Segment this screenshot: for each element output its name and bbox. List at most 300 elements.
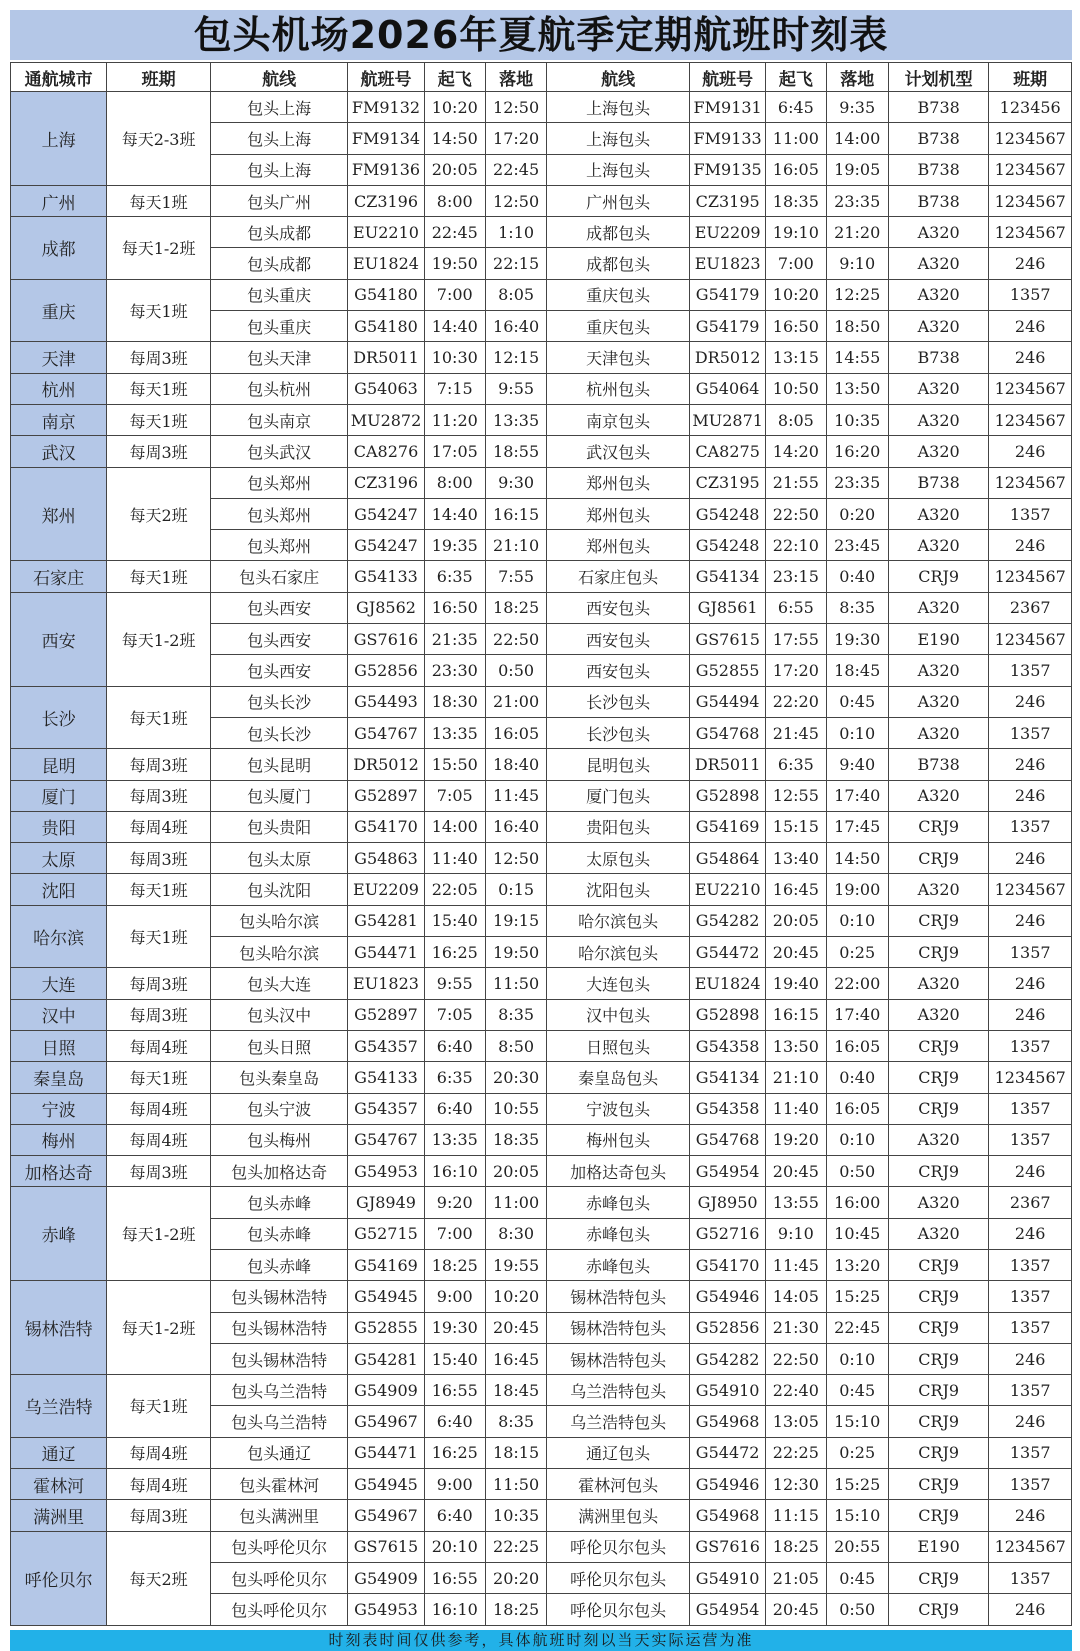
aircraft-type-cell: B738 — [888, 342, 988, 373]
aircraft-type-cell: CRJ9 — [888, 1469, 988, 1500]
return-depart-cell: 11:00 — [766, 123, 826, 154]
outbound-depart-cell: 14:50 — [424, 123, 485, 154]
outbound-flight-no-cell: EU2209 — [348, 874, 424, 905]
days-cell: 1357 — [989, 279, 1072, 310]
aircraft-type-cell: E190 — [888, 1531, 988, 1562]
header-city: 通航城市 — [11, 63, 107, 92]
days-cell: 246 — [989, 342, 1072, 373]
table-row — [11, 843, 1072, 874]
table-row — [11, 749, 1072, 780]
outbound-route-cell: 包头石家庄 — [210, 561, 348, 592]
outbound-route-cell: 包头满洲里 — [210, 1500, 348, 1531]
aircraft-type-cell: A320 — [888, 874, 988, 905]
return-flight-no-cell: G54248 — [690, 530, 766, 561]
return-arrive-cell: 0:10 — [826, 1124, 888, 1155]
aircraft-type-cell: A320 — [888, 780, 988, 811]
return-route-cell: 西安包头 — [547, 624, 690, 655]
return-flight-no-cell: G54864 — [690, 843, 766, 874]
outbound-route-cell: 包头天津 — [210, 342, 348, 373]
outbound-route-cell: 包头呼伦贝尔 — [210, 1594, 348, 1625]
outbound-flight-no-cell: G54357 — [348, 1030, 424, 1061]
aircraft-type-cell: CRJ9 — [888, 561, 988, 592]
outbound-flight-no-cell: G54767 — [348, 1124, 424, 1155]
return-arrive-cell: 9:40 — [826, 749, 888, 780]
return-flight-no-cell: G54282 — [690, 905, 766, 936]
city-cell: 霍林河 — [11, 1469, 107, 1500]
outbound-depart-cell: 10:20 — [424, 92, 485, 123]
frequency-cell: 每天1班 — [107, 905, 211, 968]
aircraft-type-cell: CRJ9 — [888, 1562, 988, 1593]
outbound-route-cell: 包头昆明 — [210, 749, 348, 780]
outbound-depart-cell: 8:00 — [424, 185, 485, 216]
outbound-depart-cell: 6:40 — [424, 1030, 485, 1061]
outbound-route-cell: 包头长沙 — [210, 686, 348, 717]
outbound-arrive-cell: 18:40 — [485, 749, 546, 780]
days-cell: 1357 — [989, 717, 1072, 748]
outbound-flight-no-cell: G52715 — [348, 1218, 424, 1249]
return-flight-no-cell: CZ3195 — [690, 467, 766, 498]
return-route-cell: 重庆包头 — [547, 279, 690, 310]
return-arrive-cell: 0:25 — [826, 1437, 888, 1468]
days-cell: 1357 — [989, 655, 1072, 686]
outbound-flight-no-cell: G54945 — [348, 1469, 424, 1500]
return-route-cell: 成都包头 — [547, 248, 690, 279]
return-depart-cell: 22:10 — [766, 530, 826, 561]
days-cell: 1357 — [989, 1249, 1072, 1280]
return-route-cell: 满洲里包头 — [547, 1500, 690, 1531]
return-arrive-cell: 23:35 — [826, 467, 888, 498]
aircraft-type-cell: A320 — [888, 592, 988, 623]
table-row — [11, 1124, 1072, 1155]
days-cell: 246 — [989, 530, 1072, 561]
return-route-cell: 南京包头 — [547, 404, 690, 435]
outbound-depart-cell: 22:05 — [424, 874, 485, 905]
outbound-arrive-cell: 18:45 — [485, 1375, 546, 1406]
return-flight-no-cell: G54954 — [690, 1156, 766, 1187]
outbound-flight-no-cell: MU2872 — [348, 404, 424, 435]
outbound-depart-cell: 16:55 — [424, 1562, 485, 1593]
outbound-arrive-cell: 20:45 — [485, 1312, 546, 1343]
return-route-cell: 西安包头 — [547, 655, 690, 686]
outbound-arrive-cell: 21:10 — [485, 530, 546, 561]
frequency-cell: 每周3班 — [107, 749, 211, 780]
return-flight-no-cell: EU2209 — [690, 217, 766, 248]
return-arrive-cell: 0:50 — [826, 1156, 888, 1187]
table-row — [11, 467, 1072, 498]
outbound-arrive-cell: 12:15 — [485, 342, 546, 373]
city-cell: 成都 — [11, 217, 107, 280]
return-arrive-cell: 14:55 — [826, 342, 888, 373]
return-route-cell: 呼伦贝尔包头 — [547, 1562, 690, 1593]
return-arrive-cell: 16:20 — [826, 436, 888, 467]
table-row — [11, 968, 1072, 999]
outbound-flight-no-cell: G54471 — [348, 937, 424, 968]
return-arrive-cell: 12:25 — [826, 279, 888, 310]
return-depart-cell: 21:30 — [766, 1312, 826, 1343]
outbound-route-cell: 包头呼伦贝尔 — [210, 1531, 348, 1562]
return-flight-no-cell: G54910 — [690, 1375, 766, 1406]
days-cell: 1234567 — [989, 185, 1072, 216]
days-cell: 246 — [989, 1343, 1072, 1374]
outbound-arrive-cell: 21:00 — [485, 686, 546, 717]
outbound-arrive-cell: 19:55 — [485, 1249, 546, 1280]
outbound-depart-cell: 15:50 — [424, 749, 485, 780]
days-cell: 123456 — [989, 92, 1072, 123]
return-flight-no-cell: G52898 — [690, 999, 766, 1030]
outbound-depart-cell: 9:00 — [424, 1469, 485, 1500]
outbound-flight-no-cell: G52856 — [348, 655, 424, 686]
return-route-cell: 锡林浩特包头 — [547, 1343, 690, 1374]
outbound-flight-no-cell: GJ8562 — [348, 592, 424, 623]
return-arrive-cell: 0:10 — [826, 905, 888, 936]
return-depart-cell: 15:15 — [766, 811, 826, 842]
outbound-arrive-cell: 10:55 — [485, 1093, 546, 1124]
outbound-depart-cell: 23:30 — [424, 655, 485, 686]
outbound-route-cell: 包头郑州 — [210, 467, 348, 498]
return-arrive-cell: 0:10 — [826, 717, 888, 748]
return-depart-cell: 20:45 — [766, 1156, 826, 1187]
outbound-depart-cell: 15:40 — [424, 1343, 485, 1374]
return-route-cell: 赤峰包头 — [547, 1187, 690, 1218]
outbound-flight-no-cell: G54170 — [348, 811, 424, 842]
frequency-cell: 每周3班 — [107, 1156, 211, 1187]
days-cell: 1234567 — [989, 874, 1072, 905]
outbound-depart-cell: 16:10 — [424, 1156, 485, 1187]
outbound-flight-no-cell: G54247 — [348, 530, 424, 561]
return-flight-no-cell: G54248 — [690, 498, 766, 529]
outbound-depart-cell: 19:35 — [424, 530, 485, 561]
outbound-arrive-cell: 20:30 — [485, 1062, 546, 1093]
outbound-arrive-cell: 12:50 — [485, 92, 546, 123]
return-depart-cell: 6:45 — [766, 92, 826, 123]
outbound-depart-cell: 15:40 — [424, 905, 485, 936]
days-cell: 1357 — [989, 811, 1072, 842]
outbound-depart-cell: 16:50 — [424, 592, 485, 623]
city-cell: 西安 — [11, 592, 107, 686]
return-arrive-cell: 15:25 — [826, 1469, 888, 1500]
city-cell: 梅州 — [11, 1124, 107, 1155]
outbound-flight-no-cell: GS7616 — [348, 624, 424, 655]
days-cell: 1357 — [989, 1124, 1072, 1155]
aircraft-type-cell: CRJ9 — [888, 1343, 988, 1374]
days-cell: 2367 — [989, 592, 1072, 623]
return-flight-no-cell: FM9133 — [690, 123, 766, 154]
table-row — [11, 279, 1072, 310]
outbound-flight-no-cell: EU1824 — [348, 248, 424, 279]
return-arrive-cell: 23:45 — [826, 530, 888, 561]
outbound-flight-no-cell: G54909 — [348, 1562, 424, 1593]
aircraft-type-cell: B738 — [888, 185, 988, 216]
return-arrive-cell: 20:55 — [826, 1531, 888, 1562]
outbound-route-cell: 包头哈尔滨 — [210, 905, 348, 936]
outbound-depart-cell: 7:05 — [424, 999, 485, 1030]
outbound-flight-no-cell: G52855 — [348, 1312, 424, 1343]
aircraft-type-cell: A320 — [888, 1218, 988, 1249]
table-row — [11, 1187, 1072, 1218]
outbound-flight-no-cell: G54953 — [348, 1156, 424, 1187]
return-depart-cell: 16:50 — [766, 311, 826, 342]
return-route-cell: 上海包头 — [547, 92, 690, 123]
outbound-depart-cell: 13:35 — [424, 717, 485, 748]
days-cell: 246 — [989, 436, 1072, 467]
outbound-flight-no-cell: G54169 — [348, 1249, 424, 1280]
return-arrive-cell: 9:35 — [826, 92, 888, 123]
return-flight-no-cell: MU2871 — [690, 404, 766, 435]
return-flight-no-cell: G54472 — [690, 937, 766, 968]
outbound-flight-no-cell: G54945 — [348, 1281, 424, 1312]
aircraft-type-cell: A320 — [888, 968, 988, 999]
header-outbound-route: 航线 — [210, 63, 348, 92]
return-arrive-cell: 16:05 — [826, 1093, 888, 1124]
outbound-depart-cell: 8:00 — [424, 467, 485, 498]
city-cell: 厦门 — [11, 780, 107, 811]
outbound-arrive-cell: 1:10 — [485, 217, 546, 248]
city-cell: 杭州 — [11, 373, 107, 404]
return-arrive-cell: 13:20 — [826, 1249, 888, 1280]
days-cell: 246 — [989, 905, 1072, 936]
table-row — [11, 1156, 1072, 1187]
outbound-depart-cell: 7:15 — [424, 373, 485, 404]
outbound-flight-no-cell: G52897 — [348, 999, 424, 1030]
outbound-route-cell: 包头西安 — [210, 624, 348, 655]
outbound-arrive-cell: 18:35 — [485, 1124, 546, 1155]
outbound-route-cell: 包头广州 — [210, 185, 348, 216]
return-depart-cell: 22:50 — [766, 498, 826, 529]
outbound-route-cell: 包头南京 — [210, 404, 348, 435]
return-flight-no-cell: FM9135 — [690, 154, 766, 185]
aircraft-type-cell: A320 — [888, 248, 988, 279]
outbound-arrive-cell: 16:40 — [485, 311, 546, 342]
return-arrive-cell: 0:20 — [826, 498, 888, 529]
days-cell: 1357 — [989, 1281, 1072, 1312]
return-route-cell: 郑州包头 — [547, 530, 690, 561]
city-cell: 太原 — [11, 843, 107, 874]
flight-schedule-table — [10, 62, 1072, 1626]
return-flight-no-cell: G52856 — [690, 1312, 766, 1343]
frequency-cell: 每周3班 — [107, 999, 211, 1030]
table-row — [11, 1437, 1072, 1468]
table-row — [11, 1062, 1072, 1093]
return-flight-no-cell: G54494 — [690, 686, 766, 717]
return-flight-no-cell: DR5012 — [690, 342, 766, 373]
outbound-arrive-cell: 22:25 — [485, 1531, 546, 1562]
table-row — [11, 999, 1072, 1030]
return-arrive-cell: 16:05 — [826, 1030, 888, 1061]
outbound-arrive-cell: 20:20 — [485, 1562, 546, 1593]
days-cell: 1234567 — [989, 154, 1072, 185]
outbound-flight-no-cell: G54063 — [348, 373, 424, 404]
return-arrive-cell: 22:45 — [826, 1312, 888, 1343]
frequency-cell: 每周4班 — [107, 1093, 211, 1124]
return-flight-no-cell: G54134 — [690, 561, 766, 592]
outbound-depart-cell: 7:00 — [424, 1218, 485, 1249]
outbound-route-cell: 包头日照 — [210, 1030, 348, 1061]
return-arrive-cell: 17:45 — [826, 811, 888, 842]
table-row — [11, 342, 1072, 373]
outbound-arrive-cell: 8:30 — [485, 1218, 546, 1249]
outbound-flight-no-cell: CZ3196 — [348, 467, 424, 498]
return-flight-no-cell: CA8275 — [690, 436, 766, 467]
return-arrive-cell: 22:00 — [826, 968, 888, 999]
header-aircraft-type: 计划机型 — [888, 63, 988, 92]
outbound-route-cell: 包头通辽 — [210, 1437, 348, 1468]
frequency-cell: 每天2班 — [107, 1531, 211, 1625]
return-flight-no-cell: FM9131 — [690, 92, 766, 123]
outbound-depart-cell: 20:05 — [424, 154, 485, 185]
outbound-route-cell: 包头郑州 — [210, 498, 348, 529]
return-flight-no-cell: EU2210 — [690, 874, 766, 905]
city-cell: 广州 — [11, 185, 107, 216]
return-route-cell: 锡林浩特包头 — [547, 1281, 690, 1312]
days-cell: 1357 — [989, 937, 1072, 968]
outbound-depart-cell: 17:05 — [424, 436, 485, 467]
return-route-cell: 大连包头 — [547, 968, 690, 999]
outbound-route-cell: 包头上海 — [210, 123, 348, 154]
return-route-cell: 沈阳包头 — [547, 874, 690, 905]
return-route-cell: 日照包头 — [547, 1030, 690, 1061]
return-depart-cell: 11:45 — [766, 1249, 826, 1280]
outbound-route-cell: 包头锡林浩特 — [210, 1281, 348, 1312]
aircraft-type-cell: CRJ9 — [888, 1156, 988, 1187]
outbound-depart-cell: 19:30 — [424, 1312, 485, 1343]
return-route-cell: 赤峰包头 — [547, 1249, 690, 1280]
header-outbound-depart: 起飞 — [424, 63, 485, 92]
return-route-cell: 哈尔滨包头 — [547, 905, 690, 936]
return-arrive-cell: 15:10 — [826, 1406, 888, 1437]
return-depart-cell: 10:20 — [766, 279, 826, 310]
outbound-arrive-cell: 9:30 — [485, 467, 546, 498]
city-cell: 呼伦贝尔 — [11, 1531, 107, 1625]
table-row — [11, 686, 1072, 717]
table-row — [11, 217, 1072, 248]
page-title: 包头机场2026年夏航季定期航班时刻表 — [10, 10, 1072, 60]
outbound-flight-no-cell: G52897 — [348, 780, 424, 811]
return-flight-no-cell: G52898 — [690, 780, 766, 811]
return-route-cell: 梅州包头 — [547, 1124, 690, 1155]
outbound-route-cell: 包头锡林浩特 — [210, 1312, 348, 1343]
outbound-arrive-cell: 13:35 — [485, 404, 546, 435]
return-route-cell: 重庆包头 — [547, 311, 690, 342]
days-cell: 1234567 — [989, 123, 1072, 154]
frequency-cell: 每周3班 — [107, 1500, 211, 1531]
outbound-arrive-cell: 8:35 — [485, 1406, 546, 1437]
outbound-flight-no-cell: G54767 — [348, 717, 424, 748]
return-flight-no-cell: G54954 — [690, 1594, 766, 1625]
city-cell: 昆明 — [11, 749, 107, 780]
return-arrive-cell: 23:35 — [826, 185, 888, 216]
outbound-depart-cell: 16:55 — [424, 1375, 485, 1406]
city-cell: 上海 — [11, 92, 107, 186]
days-cell: 246 — [989, 843, 1072, 874]
return-arrive-cell: 0:25 — [826, 937, 888, 968]
frequency-cell: 每周3班 — [107, 968, 211, 999]
return-arrive-cell: 15:25 — [826, 1281, 888, 1312]
outbound-flight-no-cell: CA8276 — [348, 436, 424, 467]
aircraft-type-cell: A320 — [888, 373, 988, 404]
outbound-route-cell: 包头厦门 — [210, 780, 348, 811]
return-flight-no-cell: G54968 — [690, 1500, 766, 1531]
table-row — [11, 1469, 1072, 1500]
outbound-route-cell: 包头加格达奇 — [210, 1156, 348, 1187]
outbound-flight-no-cell: G54953 — [348, 1594, 424, 1625]
table-row — [11, 874, 1072, 905]
return-route-cell: 乌兰浩特包头 — [547, 1375, 690, 1406]
outbound-flight-no-cell: DR5011 — [348, 342, 424, 373]
outbound-flight-no-cell: EU1823 — [348, 968, 424, 999]
outbound-depart-cell: 14:00 — [424, 811, 485, 842]
outbound-flight-no-cell: EU2210 — [348, 217, 424, 248]
return-depart-cell: 22:25 — [766, 1437, 826, 1468]
return-arrive-cell: 18:45 — [826, 655, 888, 686]
outbound-arrive-cell: 22:45 — [485, 154, 546, 185]
outbound-route-cell: 包头梅州 — [210, 1124, 348, 1155]
return-route-cell: 加格达奇包头 — [547, 1156, 690, 1187]
return-route-cell: 霍林河包头 — [547, 1469, 690, 1500]
city-cell: 重庆 — [11, 279, 107, 342]
aircraft-type-cell: CRJ9 — [888, 1062, 988, 1093]
outbound-flight-no-cell: FM9134 — [348, 123, 424, 154]
city-cell: 天津 — [11, 342, 107, 373]
days-cell: 1357 — [989, 1375, 1072, 1406]
outbound-flight-no-cell: FM9132 — [348, 92, 424, 123]
days-cell: 1357 — [989, 1093, 1072, 1124]
return-route-cell: 秦皇岛包头 — [547, 1062, 690, 1093]
outbound-depart-cell: 22:45 — [424, 217, 485, 248]
aircraft-type-cell: A320 — [888, 717, 988, 748]
return-arrive-cell: 13:50 — [826, 373, 888, 404]
return-flight-no-cell: G54472 — [690, 1437, 766, 1468]
city-cell: 通辽 — [11, 1437, 107, 1468]
outbound-arrive-cell: 20:05 — [485, 1156, 546, 1187]
outbound-depart-cell: 9:00 — [424, 1281, 485, 1312]
city-cell: 大连 — [11, 968, 107, 999]
outbound-route-cell: 包头赤峰 — [210, 1249, 348, 1280]
return-flight-no-cell: G54179 — [690, 279, 766, 310]
aircraft-type-cell: A320 — [888, 217, 988, 248]
outbound-flight-no-cell: FM9136 — [348, 154, 424, 185]
return-flight-no-cell: DR5011 — [690, 749, 766, 780]
aircraft-type-cell: A320 — [888, 311, 988, 342]
frequency-cell: 每天1-2班 — [107, 1281, 211, 1375]
outbound-flight-no-cell: GS7615 — [348, 1531, 424, 1562]
aircraft-type-cell: CRJ9 — [888, 1437, 988, 1468]
frequency-cell: 每天1班 — [107, 874, 211, 905]
outbound-flight-no-cell: G54967 — [348, 1406, 424, 1437]
frequency-cell: 每天1班 — [107, 1375, 211, 1438]
return-depart-cell: 9:10 — [766, 1218, 826, 1249]
outbound-arrive-cell: 0:15 — [485, 874, 546, 905]
return-depart-cell: 21:05 — [766, 1562, 826, 1593]
outbound-arrive-cell: 19:50 — [485, 937, 546, 968]
days-cell: 1357 — [989, 1562, 1072, 1593]
aircraft-type-cell: CRJ9 — [888, 1406, 988, 1437]
city-cell: 加格达奇 — [11, 1156, 107, 1187]
outbound-route-cell: 包头赤峰 — [210, 1218, 348, 1249]
return-arrive-cell: 10:35 — [826, 404, 888, 435]
schedule-body — [11, 92, 1072, 1626]
header-outbound-flight-no: 航班号 — [348, 63, 424, 92]
aircraft-type-cell: A320 — [888, 655, 988, 686]
return-arrive-cell: 0:40 — [826, 561, 888, 592]
return-depart-cell: 6:35 — [766, 749, 826, 780]
city-cell: 乌兰浩特 — [11, 1375, 107, 1438]
outbound-arrive-cell: 18:55 — [485, 436, 546, 467]
aircraft-type-cell: B738 — [888, 123, 988, 154]
outbound-route-cell: 包头太原 — [210, 843, 348, 874]
aircraft-type-cell: CRJ9 — [888, 843, 988, 874]
return-depart-cell: 17:20 — [766, 655, 826, 686]
outbound-depart-cell: 6:35 — [424, 1062, 485, 1093]
